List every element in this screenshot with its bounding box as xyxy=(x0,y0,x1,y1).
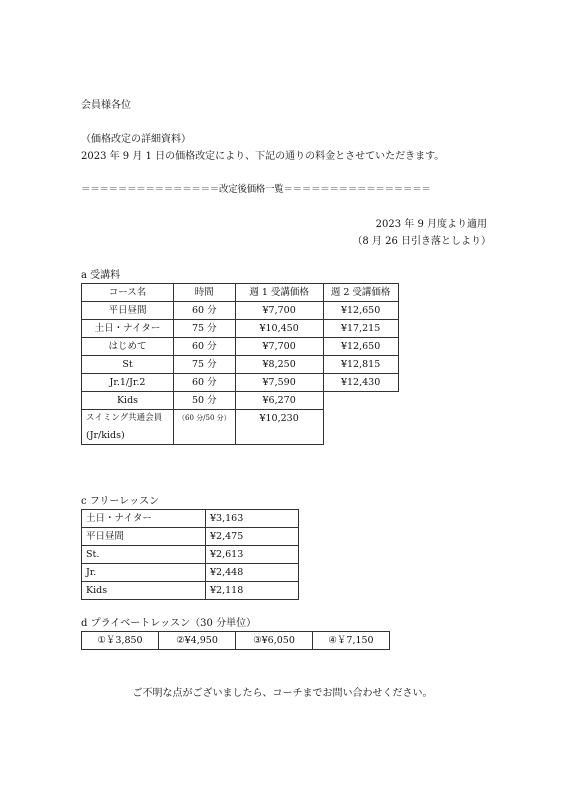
weekly-1-price: ¥6,270 xyxy=(235,392,323,410)
combo-name-line-2: (Jr/kids) xyxy=(86,430,125,441)
combo-price: ¥10,230 xyxy=(235,410,323,445)
document-subtitle: （価格改定の詳細資料） xyxy=(81,134,191,145)
course-name: はじめて xyxy=(82,338,174,356)
column-header: 週 2 受講価格 xyxy=(323,284,398,302)
course-time: 60 分 xyxy=(174,302,236,320)
effective-date: 2023 年 9 月度より適用 xyxy=(375,219,487,230)
free-lesson-table xyxy=(81,509,299,600)
weekly-1-price: ¥10,450 xyxy=(235,320,323,338)
intro-text: 2023 年 9 月 1 日の価格改定により、下記の通りの料金とさせていただきます。 xyxy=(81,151,445,162)
course-time: 60 分 xyxy=(174,374,236,392)
lesson-name: 平日昼間 xyxy=(82,528,206,546)
weekly-2-price: ¥12,650 xyxy=(323,302,398,320)
table-row xyxy=(82,338,399,356)
combo-member-name xyxy=(82,410,174,445)
course-name: Jr.1/Jr.2 xyxy=(82,374,174,392)
section-a-title: a 受講料 xyxy=(81,270,121,281)
table-row xyxy=(82,510,299,528)
weekly-1-price: ¥7,700 xyxy=(235,338,323,356)
section-d-title: d プライベートレッスン（30 分単位） xyxy=(81,618,257,629)
weekly-2-price: ¥17,215 xyxy=(323,320,398,338)
table-row xyxy=(82,582,299,600)
weekly-2-price: ¥12,430 xyxy=(323,374,398,392)
closing-note: ご不明な点がございましたら、コーチまでお問い合わせください。 xyxy=(132,688,433,699)
greeting: 会員様各位 xyxy=(81,100,131,111)
lesson-price: ¥2,118 xyxy=(206,582,299,600)
lesson-name: Jr. xyxy=(82,564,206,582)
table-row xyxy=(82,302,399,320)
table-row xyxy=(82,392,399,410)
course-time: 75 分 xyxy=(174,320,236,338)
table-row xyxy=(82,564,299,582)
lesson-price: ¥2,613 xyxy=(206,546,299,564)
private-price-1: ①￥3,850 xyxy=(82,632,159,650)
private-price-3: ③¥6,050 xyxy=(236,632,313,650)
table-row-combo xyxy=(82,410,399,445)
lesson-name: Kids xyxy=(82,582,206,600)
column-header: コース名 xyxy=(82,284,174,302)
weekly-2-price: ¥12,815 xyxy=(323,356,398,374)
course-time: 60 分 xyxy=(174,338,236,356)
table-row xyxy=(82,632,390,650)
lesson-name: 土日・ナイター xyxy=(82,510,206,528)
table-row xyxy=(82,356,399,374)
course-name: 土日・ナイター xyxy=(82,320,174,338)
course-name: Kids xyxy=(82,392,174,410)
tuition-table xyxy=(81,283,399,445)
section-c-title: c フリーレッスン xyxy=(81,496,160,507)
weekly-1-price: ¥7,590 xyxy=(235,374,323,392)
private-price-4: ④￥7,150 xyxy=(313,632,390,650)
weekly-2-price: ¥12,650 xyxy=(323,338,398,356)
private-lesson-table xyxy=(81,631,390,650)
lesson-name: St. xyxy=(82,546,206,564)
lesson-price: ¥3,163 xyxy=(206,510,299,528)
combo-time: （60 分/50 分） xyxy=(174,410,236,445)
lesson-price: ¥2,475 xyxy=(206,528,299,546)
course-name: St xyxy=(82,356,174,374)
column-header: 時間 xyxy=(174,284,236,302)
column-header: 週 1 受講価格 xyxy=(235,284,323,302)
table-row xyxy=(82,546,299,564)
private-price-2: ②¥4,950 xyxy=(159,632,236,650)
price-list-divider: ＝＝＝＝＝＝＝＝＝＝＝＝＝＝＝改定後価格一覧＝＝＝＝＝＝＝＝＝＝＝＝＝＝＝＝ xyxy=(81,184,431,195)
weekly-1-price: ¥7,700 xyxy=(235,302,323,320)
table-row xyxy=(82,374,399,392)
combo-name-line-1: スイミング共通会員 xyxy=(86,413,163,423)
table-header-row xyxy=(82,284,399,302)
course-time: 75 分 xyxy=(174,356,236,374)
empty-cell xyxy=(323,392,398,410)
weekly-1-price: ¥8,250 xyxy=(235,356,323,374)
debit-note: （8 月 26 日引き落としより） xyxy=(352,236,491,247)
course-name: 平日昼間 xyxy=(82,302,174,320)
course-time: 50 分 xyxy=(174,392,236,410)
empty-cell xyxy=(323,410,398,445)
lesson-price: ¥2,448 xyxy=(206,564,299,582)
table-row xyxy=(82,320,399,338)
table-row xyxy=(82,528,299,546)
